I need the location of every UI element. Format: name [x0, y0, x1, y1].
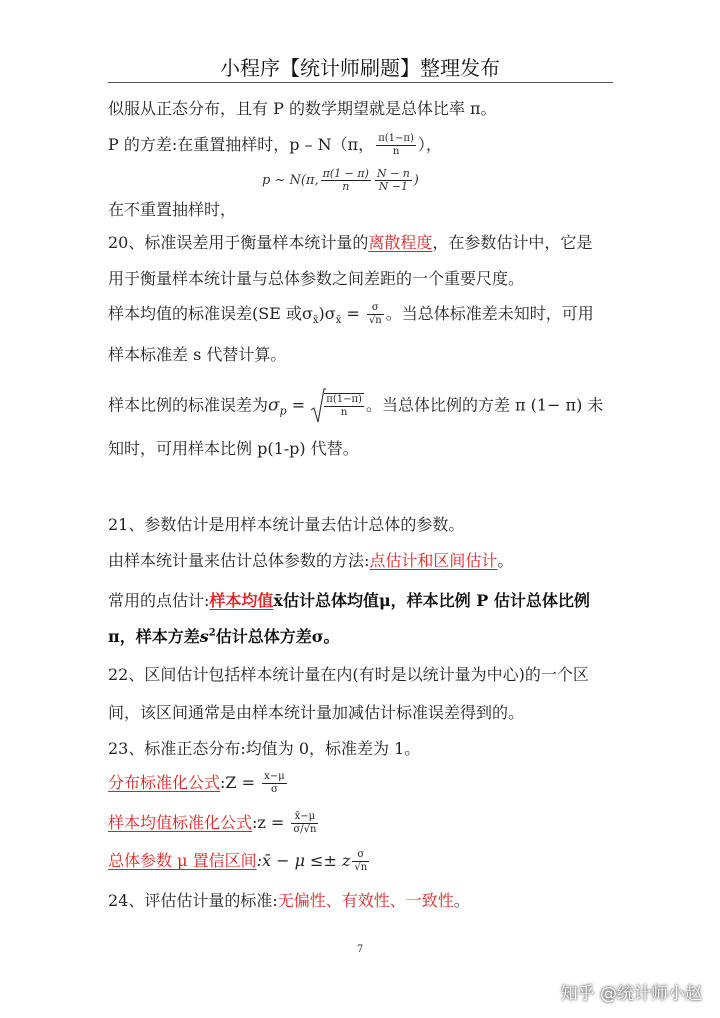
text-line-15: [108, 700, 524, 723]
text: 在不重置抽样时，: [108, 200, 237, 219]
text-line-12: [108, 588, 590, 611]
math-symbol: σ: [268, 395, 280, 416]
text: 由样本统计量来估计总体参数的方法:: [108, 551, 370, 570]
text: 常用的点估计:: [108, 591, 210, 610]
highlight-term: 离散程度: [368, 233, 433, 252]
text: 。: [497, 551, 514, 570]
bold-text: 估计总体方差σ。: [215, 627, 340, 646]
text: 21、参数估计是用样本统计量去估计总体的参数。: [108, 515, 465, 534]
highlight-term: 点估计和区间估计: [369, 551, 498, 570]
text-line-8: [108, 388, 603, 424]
text-line-1: [108, 96, 497, 119]
bold-text: π，样本方差: [108, 627, 200, 646]
text-line-11: [108, 548, 513, 571]
denominator: σ: [270, 784, 278, 795]
highlight-term: 无偏性、有效性、一致性: [277, 891, 454, 910]
numerator: π(1−π): [326, 394, 362, 405]
numerator: N − n: [376, 167, 410, 180]
square-root: [310, 388, 366, 424]
fraction: [376, 133, 416, 158]
text: 样本均值的标准误差(SE 或σ: [108, 304, 313, 323]
subscript: p: [279, 404, 287, 418]
fraction: [375, 168, 412, 193]
fraction: [367, 302, 384, 327]
fraction: [324, 393, 364, 419]
text: 间，该区间通常是由样本统计量加减估计标准误差得到的。: [108, 703, 525, 722]
text-line-3: [108, 197, 236, 220]
text: 。: [453, 891, 470, 910]
denominator: n: [392, 146, 400, 157]
denominator: √n: [354, 862, 368, 873]
highlight-term: 总体参数 μ 置信区间: [108, 851, 257, 870]
text: 样本比例的标准误差为: [108, 395, 269, 415]
highlight-term: 分布标准化公式: [108, 773, 221, 792]
text: 用于衡量样本统计量与总体参数之间差距的一个重要尺度。: [108, 269, 525, 288]
text-line-4: [108, 230, 592, 253]
text: )σ: [318, 304, 336, 323]
numerator: π(1−π): [378, 133, 414, 144]
text: =: [286, 395, 311, 415]
text-line-10: [108, 512, 464, 535]
text-line-13: [108, 624, 340, 647]
text: =: [341, 304, 365, 323]
page-header-title: 小程序【统计师刷题】整理发布: [220, 56, 500, 80]
numerator: σ: [367, 302, 384, 315]
text-line-14: [108, 662, 589, 685]
text: 24、评估估计量的标准:: [108, 891, 278, 910]
text: 。当总体比例的方差 π (1− π) 未: [365, 395, 604, 415]
denominator: n: [340, 407, 348, 418]
numerator: x−μ: [264, 771, 285, 782]
text-line-20: [108, 888, 470, 911]
text-line-7: [108, 342, 286, 365]
text: P 的方差:在重置抽样时，p – N（π，: [108, 135, 375, 154]
text: ），: [417, 135, 442, 154]
text-line-17: [108, 770, 289, 796]
text-line-16: [108, 736, 420, 759]
formula-text: ): [413, 173, 419, 188]
denominator: N −1: [378, 180, 408, 193]
header-divider: [108, 82, 613, 83]
highlight-term: 样本均值标准化公式: [108, 813, 253, 832]
bold-text: x̄估计总体均值μ，样本比例 P 估计总体比例: [273, 591, 590, 610]
text-line-9: [108, 436, 359, 459]
text-line-19: [108, 848, 371, 874]
text: 样本标准差 s 代替计算。: [108, 345, 287, 364]
denominator: σ/√n: [293, 824, 317, 835]
text-line-6: [108, 301, 594, 327]
text-line-2: [108, 132, 442, 158]
denominator: √n: [368, 315, 382, 326]
superscript: 2: [208, 627, 216, 639]
text: :z =: [252, 813, 290, 832]
text: ，在参数估计中，它是: [432, 233, 593, 252]
text: :Z =: [220, 773, 261, 792]
text: 。当总体标准差未知时，可用: [385, 304, 594, 323]
page-number: 7: [356, 944, 364, 955]
numerator: π(1 − π): [322, 167, 369, 180]
text: 知时，可用样本比例 p(1-p) 代替。: [108, 439, 359, 458]
text: 20、标准误差用于衡量样本统计量的: [108, 233, 369, 252]
highlight-term: 样本均值: [209, 591, 274, 610]
numerator: x̄−μ: [291, 811, 318, 824]
subscript: x̄: [335, 315, 342, 327]
numerator: σ: [352, 849, 369, 862]
math-symbol: s: [199, 627, 209, 646]
math-text: :x̄ − μ ≤± z: [256, 851, 351, 870]
fraction: [352, 849, 369, 874]
text-line-5: [108, 266, 524, 289]
text-line-18: [108, 810, 320, 836]
watermark-logo: 知乎 @统计师小赵: [560, 984, 702, 1004]
fraction: [321, 168, 371, 193]
text: 23、标准正态分布:均值为 0，标准差为 1。: [108, 739, 421, 758]
fraction: [291, 811, 318, 836]
text: 似服从正态分布，且有 P 的数学期望就是总体比率 π。: [108, 99, 497, 118]
fraction: [262, 771, 287, 796]
subscript: x̄: [312, 315, 319, 327]
formula-text: p ~ N(π,: [262, 173, 319, 188]
text: 22、区间估计包括样本统计量在内(有时是以统计量为中心)的一个区: [108, 665, 589, 684]
formula-nonreplacement-variance: [262, 168, 419, 193]
denominator: n: [342, 180, 350, 193]
